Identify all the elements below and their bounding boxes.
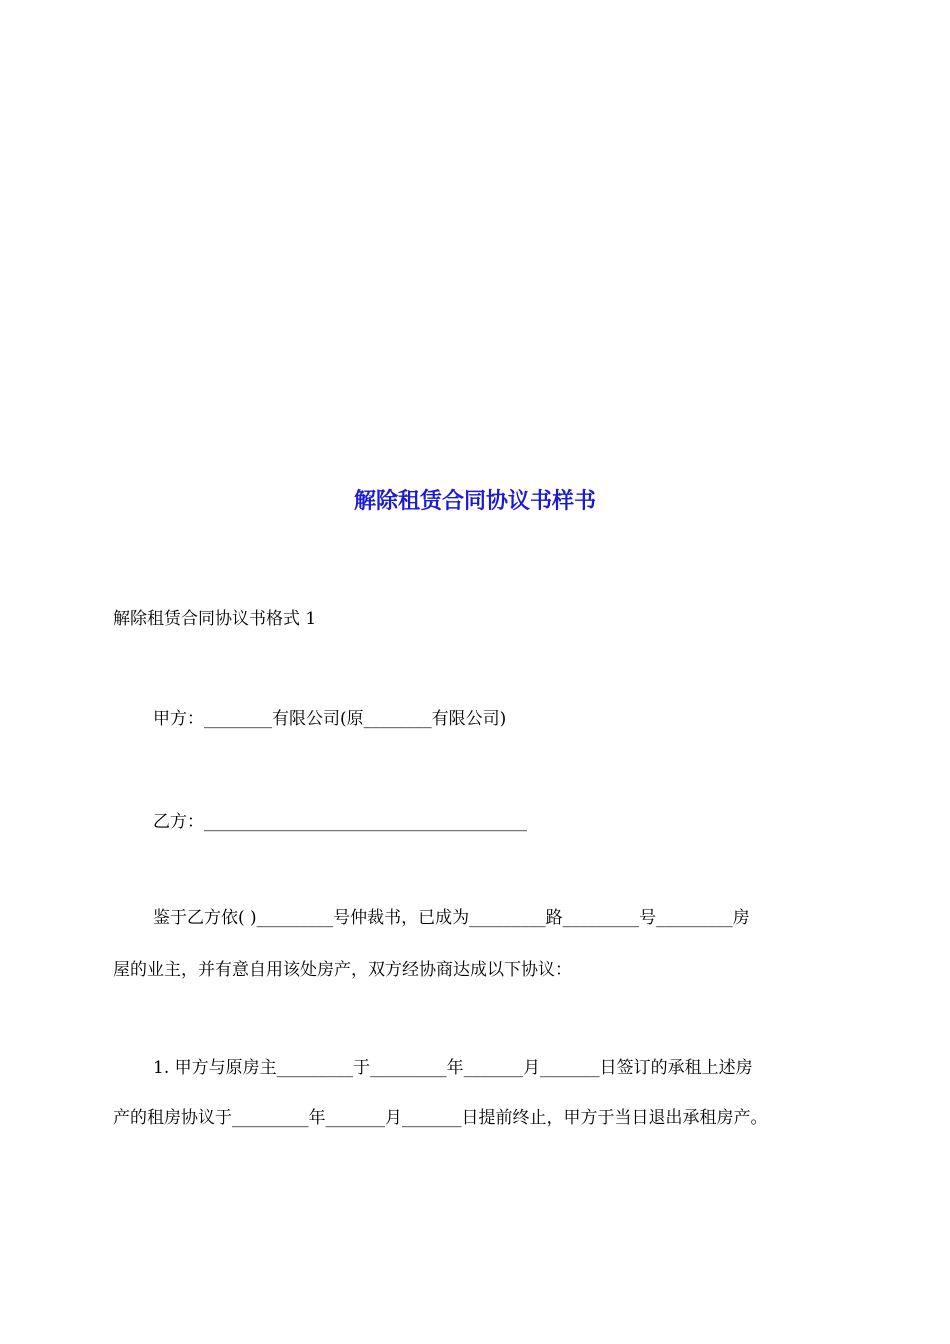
party-b-line: 乙方：______________________________________: [153, 812, 527, 832]
document-subtitle: 解除租赁合同协议书格式 1: [113, 609, 317, 629]
document-title: 解除租赁合同协议书样书: [353, 489, 596, 514]
paragraph1-line1: 鉴于乙方依( )_________号仲裁书，已成为_________路_________号_________房: [153, 908, 750, 928]
paragraph1-line2: 屋的业主，并有意自用该处房产，双方经协商达成以下协议：: [113, 960, 572, 980]
clause1-line2: 产的租房协议于_________年_______月_______日提前终止，甲方于当日退出承租房产。: [113, 1108, 768, 1128]
clause1-line1: 1. 甲方与原房主_________于_________年_______月_______日签订的承租上述房: [153, 1058, 753, 1078]
party-a-line: 甲方：________有限公司(原________有限公司): [153, 709, 507, 729]
